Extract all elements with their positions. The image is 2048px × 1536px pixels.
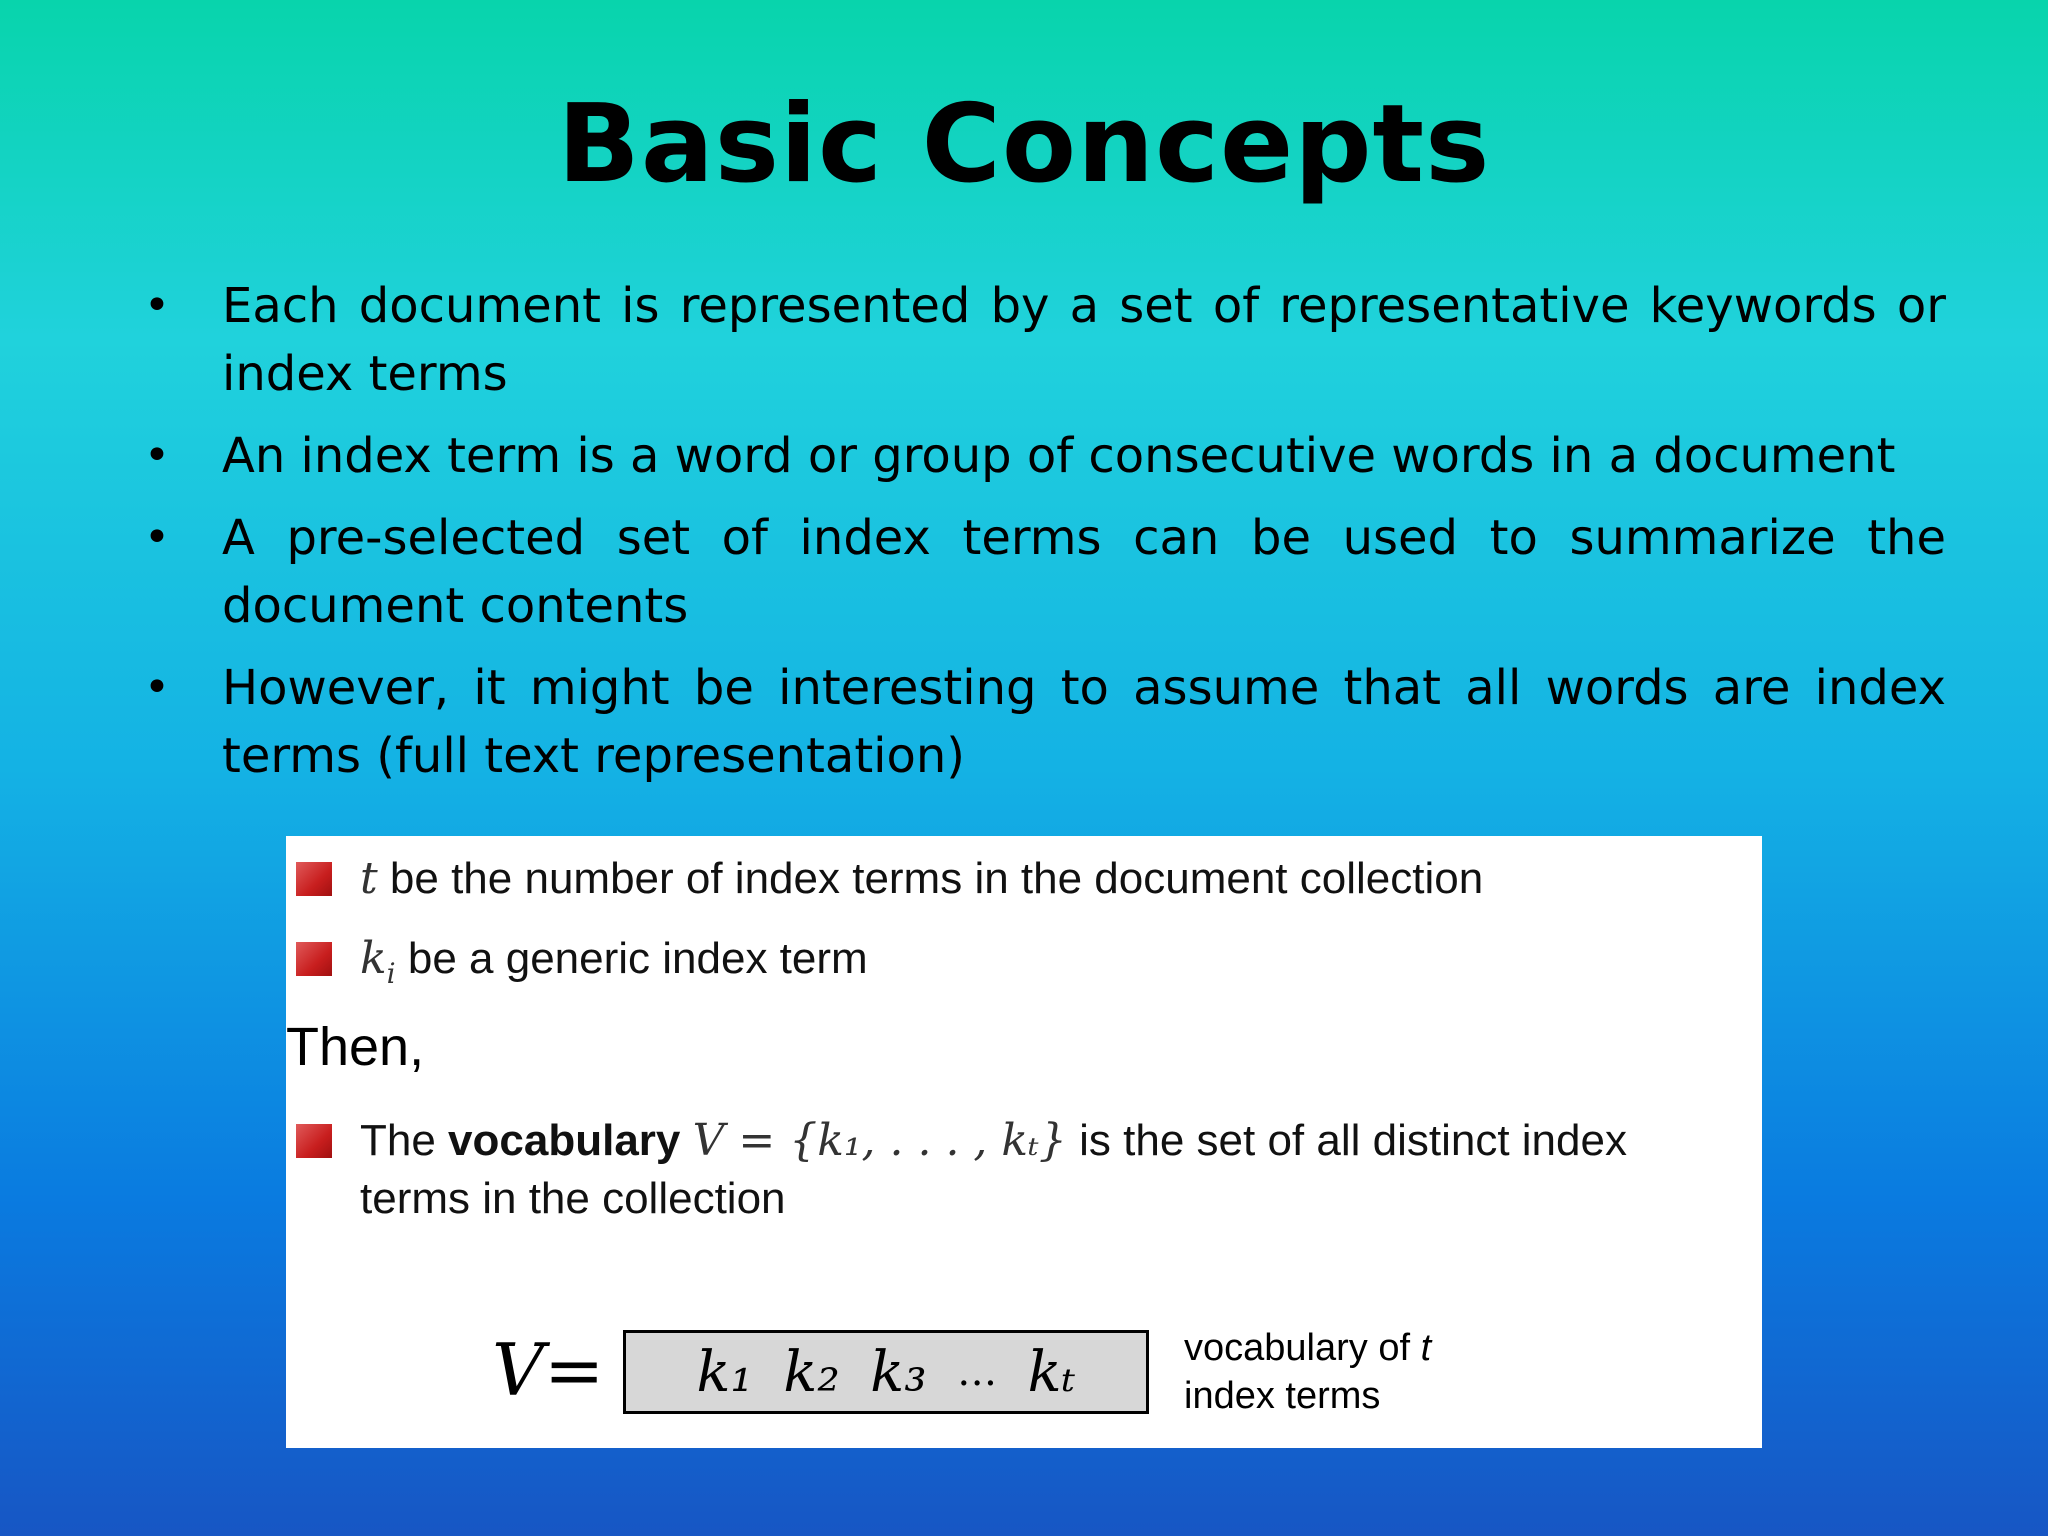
- bullet-dot: •: [144, 430, 170, 481]
- vocabulary-prefix: The: [360, 1116, 449, 1165]
- then-label: Then,: [286, 1017, 425, 1077]
- definition-text: be the number of index terms in the document collection: [377, 854, 1484, 903]
- vector-caption: [1184, 1324, 1504, 1420]
- vector-term: k₂: [783, 1339, 840, 1405]
- vocabulary-bold: vocabulary: [448, 1116, 681, 1165]
- bullet-text: Each document is represented by a set of representative keywords or index terms: [222, 278, 1946, 402]
- vocabulary-suffix: is the set of all distinct index: [1066, 1116, 1627, 1165]
- bullet-dot: •: [144, 512, 170, 563]
- bullet-list: [140, 272, 1946, 804]
- caption-text: index terms: [1184, 1375, 1381, 1417]
- math-var-k: k: [360, 933, 387, 984]
- definition-text: be a generic index term: [395, 934, 868, 983]
- bullet-dot: •: [144, 662, 170, 713]
- bullet-dot: •: [144, 280, 170, 331]
- red-square-bullet-icon: [296, 942, 332, 976]
- vector-term: k₁: [696, 1339, 753, 1405]
- bullet-text: A pre-selected set of index terms can be used to summarize the document contents: [222, 510, 1946, 634]
- definitions-image-panel: [286, 836, 1762, 1448]
- vocabulary-set-formula: V = {k₁, . . . , kₜ}: [692, 1115, 1067, 1166]
- vector-lhs: V=: [492, 1328, 605, 1412]
- vocabulary-line2: terms in the collection: [360, 1174, 786, 1223]
- math-sub-i: i: [386, 956, 396, 990]
- red-square-bullet-icon: [296, 862, 332, 896]
- bullet-item: [140, 654, 1946, 790]
- vector-term: kₜ: [1027, 1339, 1076, 1405]
- bullet-text: However, it might be interesting to assume that all words are index terms (full text representation): [222, 660, 1946, 784]
- slide-title: Basic Concepts: [557, 82, 1491, 207]
- bullet-item: [140, 422, 1946, 490]
- vector-term: k₃: [870, 1339, 927, 1405]
- bullet-item: [140, 272, 1946, 408]
- red-square-bullet-icon: [296, 1124, 332, 1158]
- math-var-t: t: [360, 853, 378, 904]
- vector-ellipsis: …: [957, 1349, 998, 1395]
- bullet-text: An index term is a word or group of consecutive words in a document: [222, 428, 1896, 484]
- vocabulary-vector-box: [623, 1330, 1149, 1414]
- caption-text: vocabulary of: [1184, 1327, 1421, 1369]
- caption-var-t: t: [1420, 1327, 1432, 1369]
- bullet-item: [140, 504, 1946, 640]
